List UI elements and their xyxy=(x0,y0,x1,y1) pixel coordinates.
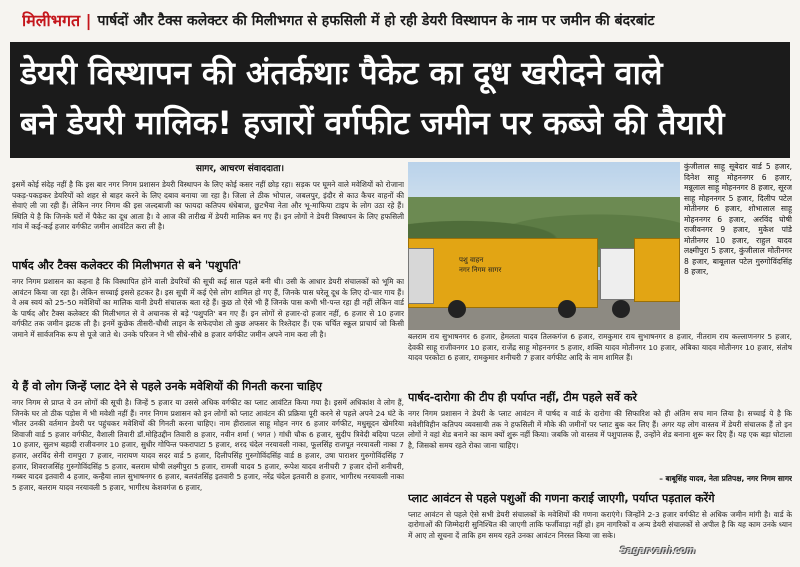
intro-paragraph: इसमें कोई संदेह नहीं है कि इस बार नगर निगम प्रशासन डेयरी विस्थापन के लिए कोई कसर नहीं छोड़ रहा। सड़क पर घूमने वाले मवेशियों को रोजाना पकड़-पकड़कर डेयरियों को शहर से बाहर करने के लिए दबाव बनाया जा रहा है। जिला ले ठीक भोपाल, जबलपुर, इंदौर से काउ कैचर वाहनों की सेवाएं ली जा रही हैं। लेकिन नगर निगम की इस जल्दबाजी का फायदा कतिपय धंधेबाज, छुटभैया नेता और भू-माफिया टाइप के लोग उठा रहे हैं। स्थिति ये है कि जिनके घरों में पैकेट का दूध आता है। वे आज की तारीख में डेयरी मालिक बन गए हैं। इन लोगों ने डेयरी विस्थापन के लिए हफसिली गांव में कई-कई हजार वर्गफीट जमीन आवंटित करा ली है। xyxy=(12,180,404,232)
subhead-counting: प्लाट आवंटन से पहले पशुओं की गणना कराई जाएगी, पर्याप्त पड़ताल करेंगे xyxy=(408,491,715,505)
side-list-text: कुंजीलाल साहू सूबेदार वार्ड 5 हजार, दिनेश साहू मोहननगर 6 हजार, मन्नूलाल साहू मोहननगर 8 हजार, सूरज साहू मोहननगर 5 हजार, दिलीप पटेल मोतीनगर 6 हजार, शोभालाल साहू मोहननगर 6 हजार, अरविंद घोषी राजीवनगर 9 हजार, मुकेश पांडे मोतीनगर 10 हजार, राहुल यादव लक्ष्मीपुरा 5 हजार, कुंजीलाल मोतीनगर 8 हजार, बाबूलाल पटेल गुरुगोविंदसिंह 8 हजार, xyxy=(684,162,792,276)
wheel-icon xyxy=(612,300,630,318)
quote-attribution: – बाबूसिंह यादव, नेता प्रतिपक्ष, नगर निगम सागर xyxy=(659,474,792,483)
right-column xyxy=(408,160,792,567)
list-continuation: बलराम राय सुभाषनगर 6 हजार, हेमलता यादव तिलकगंज 6 हजार, रामकुमार राय सुभाषनगर 8 हजार, नीतराम राय कल्लाणनगर 5 हजार, देवकी साहू राजीवनगर 10 हजार, राजेंद्र साहू मोहननगर 5 हजार, शक्ति यादव मोतीनगर 10 हजार, अंबिका यादव मोतीनगर 10 हजार, संतोष यादव परकोटा 6 हजार, रामकुमार शनीचरी 7 हजार वर्गफीट आदि के नाम शामिल हैं। xyxy=(408,332,792,363)
wheel-icon xyxy=(558,300,576,318)
byline: सागर, आचरण संवाददाता। xyxy=(195,164,284,174)
top-strip xyxy=(22,8,792,32)
truck-cab xyxy=(408,248,434,304)
cattle-truck xyxy=(408,238,598,308)
second-truck-cab xyxy=(600,248,638,300)
paragraph-list: नगर निगम से प्राप्त ये उन लोगों की सूची है। जिन्हें 5 हजार या उससे अधिक वर्गफीट का प्लाट आवंटित किया गया है। इसमें अधिकांश वे लोग हैं, जिनके घर तो ठीक पड़ोस में भी मवेशी नहीं हैं। नगर निगम प्रशासन को इन लोगों को प्लाट आवंटन की प्रक्रिया पूरी करने से पहले अपने 24 घंटे के भीतर उनकी वर्तमान डेयरी पर पहुंचकर मवेशियों की गिनती करना चाहिए। नाम हीरालाल साहू मोहन नगर 6 हजार वर्गफीट, मधुसूदन खेमरिया शिवाजी वार्ड 5 हजार वर्गफीट, वैशाली तिवारी डॉ.मोहिउद्दीन तिवारी 8 हजार, नवीन शर्मा ( भगत ) गांधी चौक 6 हजार, सुदीप त्रिवेदी बदिया पटल 10 हजार, सुलभ बहादी राजीवनगर 10 हजार, सुधीर गोपिन्त पकरापाटा 5 हजार, शरद चंदेल नरयावली नाका, फूलसिंह राजपूत नरयावली नाका 7 हजार, अरविंद सेनी रामपुरा 7 हजार, नारायण यादव सदर वार्ड 5 हजार, दिलीपसिंह गुरुगोविंदसिंह वार्ड 8 हजार, उषा पाराशर गुरुगोविंदसिंह 7 हजार, शिवराजसिंह गुरुगोविंदसिंह 5 हजार, बलराम घोषी लक्ष्मीपुरा 5 हजार, रामजी यादव 5 हजार, रूपेश यादव शनीचरी 7 हजार दोनों शनीचरी, गब्बर यादव इतवारी 4 हजार, कन्हैया लाल सुभाषनगर 6 हजार, बलवंतसिंह इतवारी 5 हजार, नरेंद्र चंदेल इतवारी 8 हजार, भागीरथ नरयावली नाका 5 हजार, बलराम यादव नरयावली 5 हजार, भागीरथ केशवगंज 6 हजार, xyxy=(12,398,404,492)
paragraph-survey: नगर निगम प्रशासन ने डेयरी के प्लाट आवंटन में पार्षद व वार्ड के दारोगा की सिफारिश को ही अंतिम सच मान लिया है। सच्चाई ये है कि मवेशीविहीन कतिपय व्यवसायी तक ने हफसिली में मौके की जमीनों पर प्लाट बुक कर लिए हैं। अगर यह लोग वास्तव में डेयरी संचालक हैं तो इन लोगों ने वहां शेड बनाने का काम क्यों शुरू नहीं किया। जबकि जो वास्तव में पशुपालक हैं, उन्होंने शेड बनाना शुरू कर दिए हैं। यह एक बड़ा घोटाला है, जिसको समय रहते रोका जाना चाहिए। xyxy=(408,409,792,450)
subhead-survey: पार्षद-दारोगा की टीप ही पर्याप्त नहीं, टीम पहले सर्वे करे xyxy=(408,391,638,404)
section-tag: मिलीभगत | xyxy=(22,11,92,30)
paragraph-counting: प्लाट आवंटन से पहले ऐसे सभी डेयरी संचालकों के मवेशियों की गणना कराएंगे। जिन्होंने 2-3 हजार वर्गफीट से अधिक जमीन मांगी है। वार्ड के दारोगाओं की जिम्मेदारी सुनिश्चित की जाएगी ताकि फर्जीवाड़ा नहीं हो। हम नागरिकों व अन्य डेयरी संचालकों से अपील है कि यह काम उनके ध्यान में आए तो सूचना दें ताकि हम समय रहते उनका आवंटन निरस्त किया जा सके। xyxy=(408,509,792,540)
headline-line-2: बने डेयरी मालिक! हजारों वर्गफीट जमीन पर कब्जे की तैयारी xyxy=(20,104,725,142)
left-column xyxy=(12,160,404,567)
watermark-credit: Sagarvani.com xyxy=(620,546,696,556)
subhead-pashupati: पार्षद और टैक्स कलेक्टर की मिलीभगत से बने 'पशुपति' xyxy=(12,259,242,272)
right-lower xyxy=(408,332,792,567)
top-subhead: पार्षदों और टैक्स कलेक्टर की मिलीभगत से हफसिली में हो रही डेयरी विस्थापन के नाम पर जमीन की बंदरबांट xyxy=(97,12,655,29)
second-truck xyxy=(634,238,680,302)
truck-photo xyxy=(408,162,680,330)
headline-box xyxy=(10,42,790,158)
wheel-icon xyxy=(448,300,466,318)
headline-line-1: डेयरी विस्थापन की अंतर्कथाः पैकेट का दूध खरीदने वाले xyxy=(20,54,663,92)
paragraph-pashupati: नगर निगम प्रशासन का कहना है कि विस्थापित होने वाली डेयरियों की सूची कई साल पहले बनी थी। उसी के आधार डेयरी संचालकों को भूमि का आवंटन किया जा रहा है। लेकिन सच्चाई इससे हटकर है। इस सूची में कई ऐसे लोग शामिल हो गए हैं, जिनके पास घरेलू दूध के लिए दो-चार गाय हैं। वे अब स्वयं को 25-50 मवेशियों का मालिक यानी डेयरी संचालक बता रहे हैं। कुछ तो ऐसे भी हैं जिनके पास कभी भी-पन्त रहा ही नहीं लेकिन वार्ड के पार्षद और टैक्स कलेक्टर की मिलीभगत से वे अचानक से बड़े 'पशुपति' बन गए हैं। इन लोगों से हजार-दो हजार नहीं, 6 हजार से 10 हजार वर्गफीट तक जमीन झटक ली है। इनमें कुछेक तीसरी-चौथी लाइन के सफेदपोश तो कुछ अफसर के रिश्तेदार हैं। एक चर्चित स्कूल प्राचार्य जो किसी जमाने में सार्वजनिक रूप से पूजे जाते थे। उनके परिजन ने भी सीधे-सीधे 8 हजार वर्गफीट जमीन अपने नाम करा ली है। xyxy=(12,277,404,339)
truck-label: पशु वाहन नगर निगम सागर xyxy=(459,256,502,274)
subhead-list: ये हैं वो लोग जिन्हें प्लाट देने से पहले उनके मवेशियों की गिनती करना चाहिए xyxy=(12,380,322,393)
